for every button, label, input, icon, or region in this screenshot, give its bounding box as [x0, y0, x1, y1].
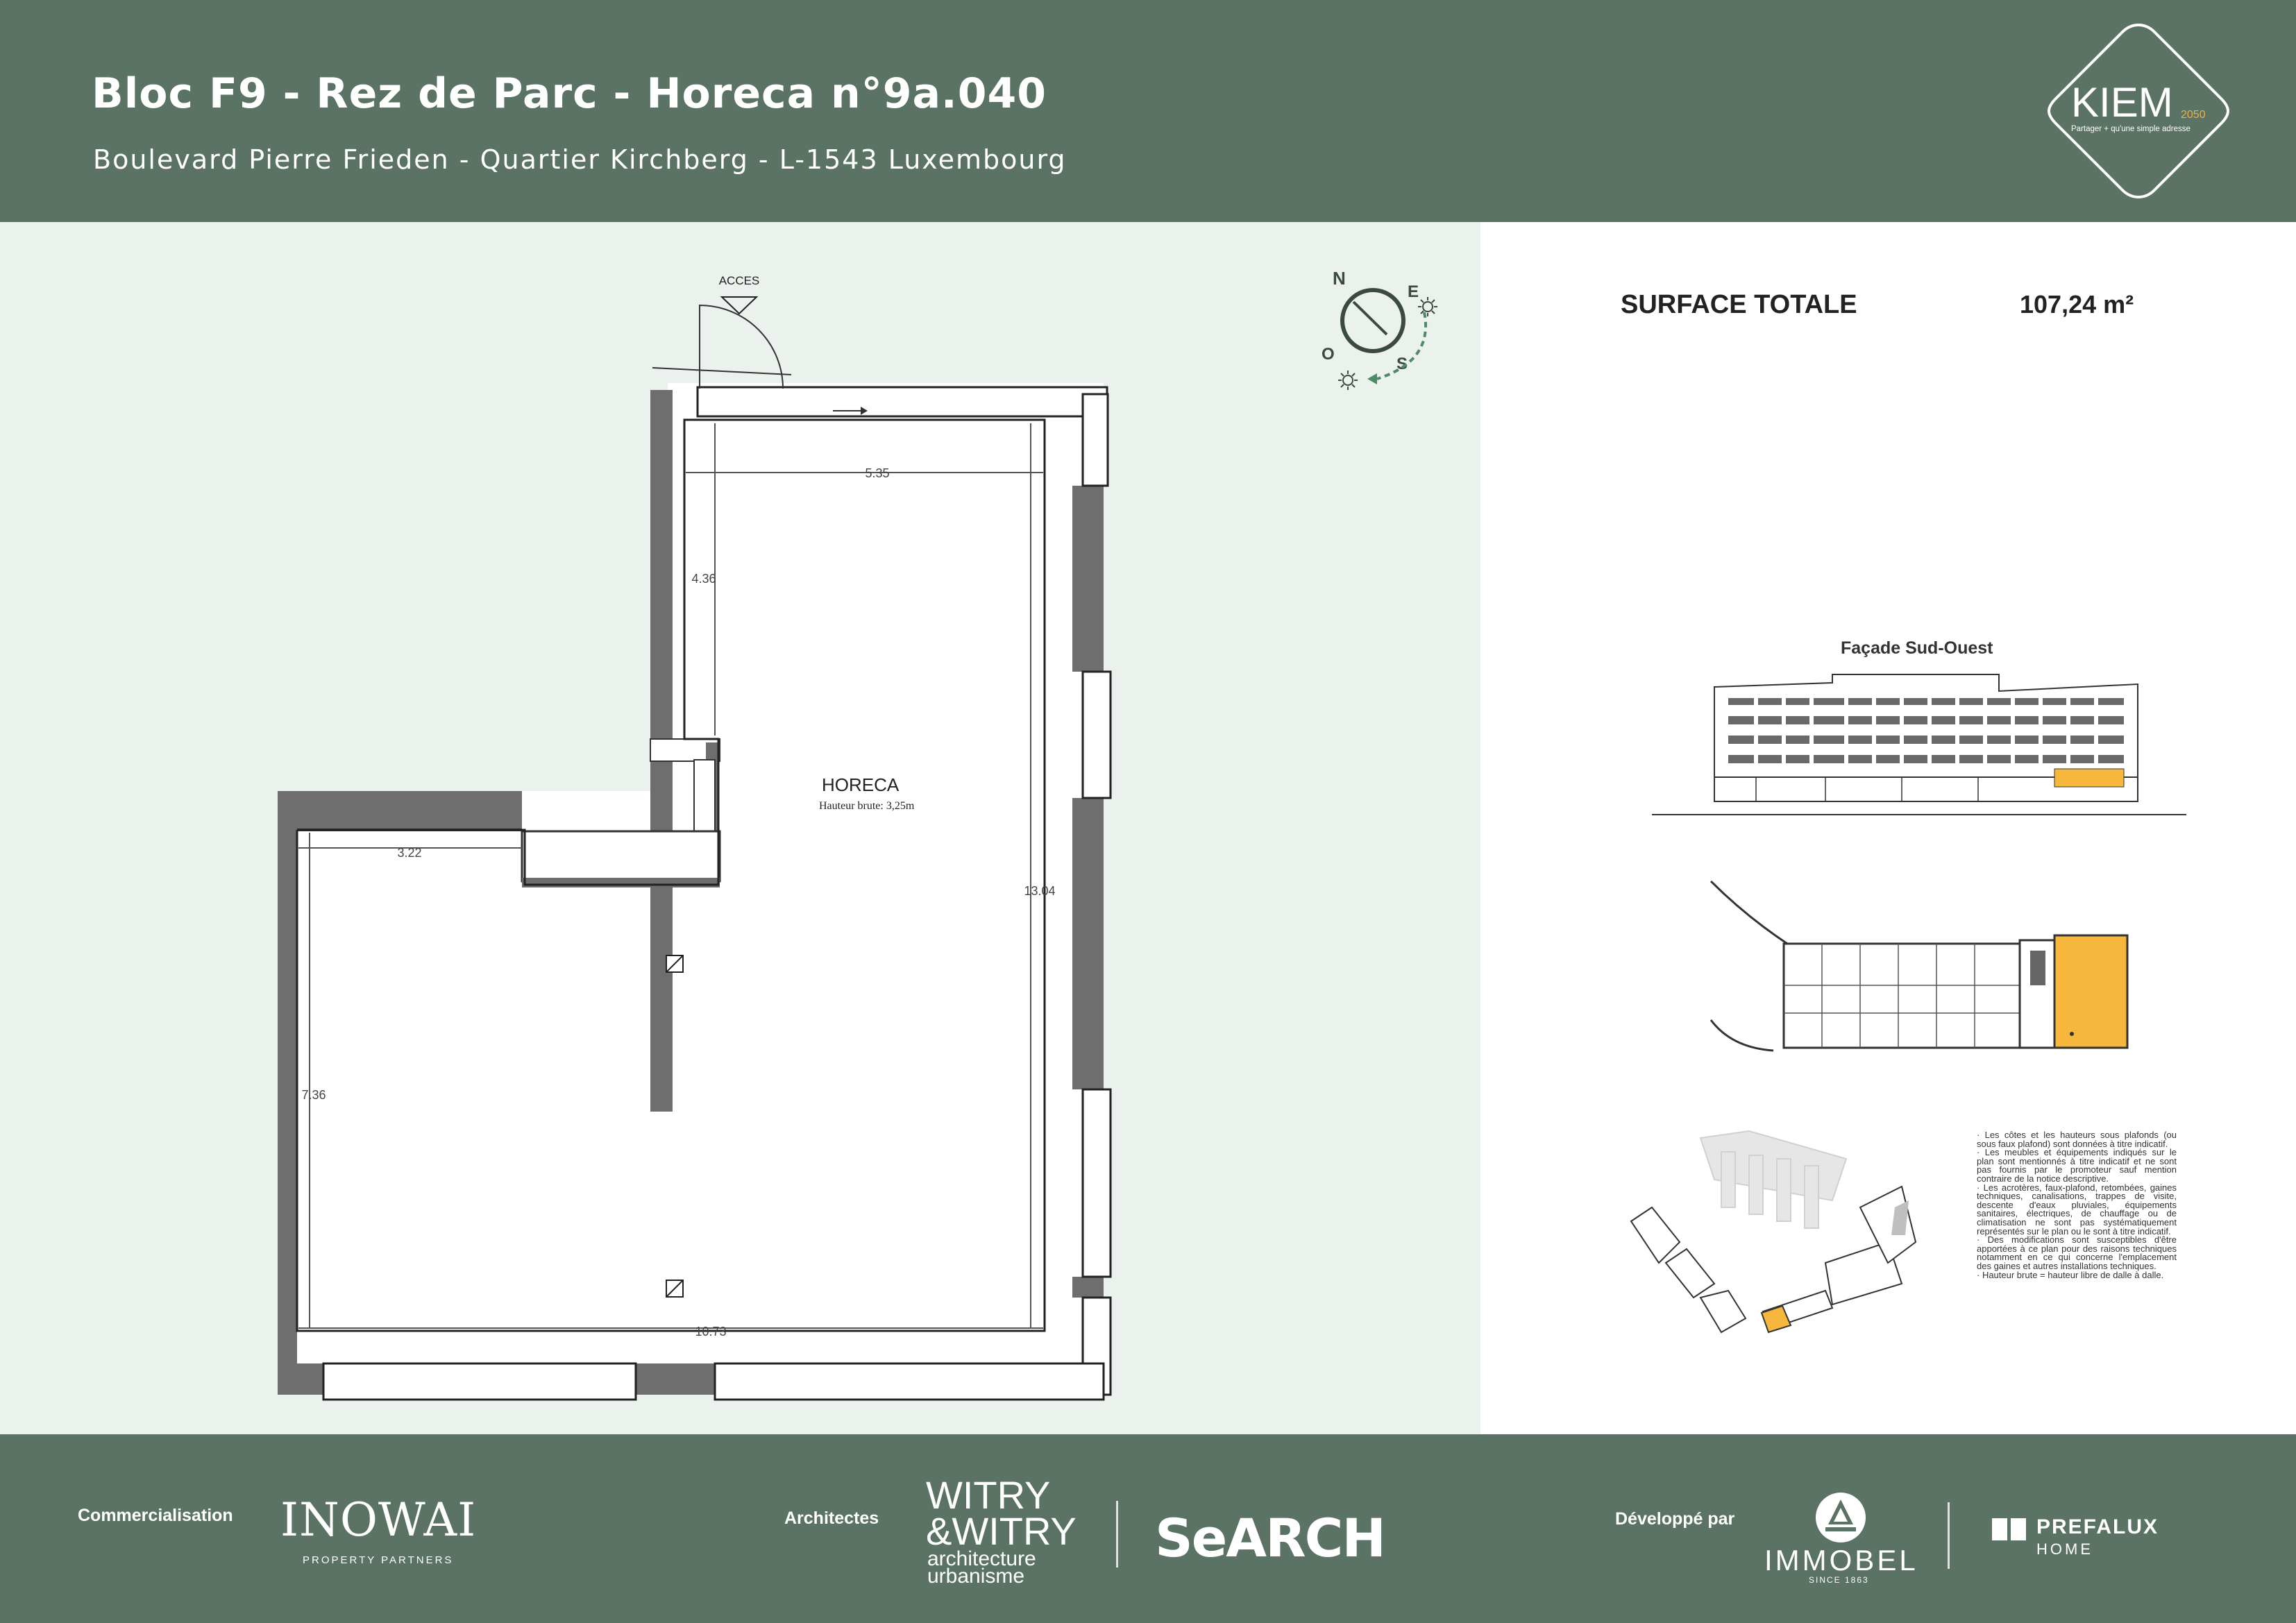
- witry-logo-line4: urbanisme: [927, 1565, 1025, 1588]
- wall-left-top: [278, 791, 522, 830]
- witry-logo-line3: architecture: [927, 1547, 1036, 1570]
- note-item: · Les meubles et équipements indiqués sur le plan sont mentionnés à titre indicatif et ne sont pas fournis par le promoteur sauf mention contraire de la notice descriptive.: [1977, 1147, 2177, 1184]
- facade-highlight: [2054, 769, 2124, 787]
- dim-right-height: 13.04: [1024, 884, 1056, 898]
- immobel-logo: IMMOBEL: [1764, 1544, 1918, 1577]
- footer-divider: [1116, 1501, 1118, 1567]
- compass-west: O: [1322, 345, 1335, 364]
- developpe-label: Développé par: [1615, 1509, 1735, 1529]
- witry-logo-line2: &WITRY: [926, 1509, 1077, 1553]
- dim-bottom-width: 10.73: [695, 1325, 727, 1339]
- floor-plan: [0, 222, 1480, 1434]
- note-item: · Des modifications sont susceptibles d'être apportées à ce plan pour des raisons techniques notamment en ce qui concerne l'emplacement des gaines et autres installations techniques.: [1977, 1234, 2177, 1271]
- dim-left-wing-width: 3.22: [397, 846, 422, 860]
- architectes-label: Architectes: [784, 1509, 879, 1528]
- kiem-logo-text: KIEM: [2071, 79, 2173, 126]
- search-logo: SeARCH: [1155, 1507, 1385, 1569]
- room-floor: [278, 383, 1104, 1395]
- address-line: Boulevard Pierre Frieden - Quartier Kirchberg - L-1543 Luxembourg: [93, 144, 1067, 175]
- window-top: [698, 387, 1107, 416]
- immobel-logo-subtitle: SINCE 1863: [1809, 1575, 1869, 1585]
- window-right-upper: [1083, 672, 1111, 798]
- sun-icon: [1418, 297, 1437, 316]
- sun-icon: [1338, 371, 1358, 390]
- compass-east: E: [1408, 282, 1419, 301]
- kiem-logo: [2045, 21, 2232, 201]
- note-item: · Les acrotères, faux-plafond, retombées, gaines techniques, canalisations, trappes de visite, descente d'eaux pluviales, équipements sanitaires, électriques, de chauffage ou de climatisation ne sont pas systématiquement représentés sur le plan ou le sont à titre indicatif.: [1977, 1182, 2177, 1237]
- surface-total-value: 107,24 m²: [2020, 290, 2134, 318]
- entrance-arrow-icon: [722, 297, 757, 314]
- window-bottom-left: [323, 1363, 636, 1400]
- compass-needle-icon: [1353, 302, 1387, 334]
- room-name: HORECA: [822, 774, 900, 795]
- inowai-logo: INOWAI: [280, 1493, 477, 1547]
- page-title: Bloc F9 - Rez de Parc - Horeca n°9a.040: [92, 69, 1047, 118]
- dim-upper-left-height: 4.36: [691, 572, 716, 586]
- compass-south: S: [1396, 355, 1408, 373]
- room-height: Hauteur brute: 3,25m: [819, 800, 915, 812]
- prefalux-icon: [1992, 1517, 2027, 1542]
- note-item: · Les côtes et les hauteurs sous plafonds (ou sous faux plafond) sont données à titre indicatif.: [1977, 1130, 2177, 1149]
- facade-label: Façade Sud-Ouest: [1841, 638, 1993, 658]
- window-right-lower: [1083, 1089, 1111, 1277]
- prefalux-logo-subtitle: HOME: [2036, 1540, 2093, 1558]
- wall-notch-bottom: [522, 878, 720, 887]
- footer-divider: [1948, 1502, 1950, 1569]
- witry-logo-line1: WITRY: [926, 1473, 1051, 1517]
- window-top-right: [1083, 394, 1108, 486]
- facade-elevation: [1652, 666, 2186, 819]
- wall-right-2: [1072, 798, 1104, 1089]
- dim-top-width: 5.35: [865, 466, 890, 480]
- entrance-door: [700, 305, 783, 389]
- wall-notch: [522, 831, 720, 881]
- kiem-logo-year: 2050: [2181, 109, 2206, 121]
- compass-north: N: [1333, 268, 1346, 289]
- inowai-logo-subtitle: PROPERTY PARTNERS: [303, 1554, 454, 1566]
- immobel-icon: [1813, 1490, 1868, 1545]
- surface-total-label: SURFACE TOTALE: [1621, 290, 1857, 319]
- wall-right-3: [1072, 1277, 1104, 1298]
- unit-highlight: [2054, 935, 2127, 1048]
- prefalux-logo: PREFALUX: [2036, 1515, 2159, 1538]
- wall-left: [278, 791, 297, 1395]
- entrance-label: ACCES: [718, 274, 760, 287]
- compass-rose: [1305, 257, 1444, 402]
- window-bottom-right: [715, 1363, 1104, 1400]
- commercialisation-label: Commercialisation: [78, 1506, 233, 1525]
- disclaimer-notes: [1977, 1131, 2177, 1280]
- dim-left-height: 7.36: [301, 1088, 326, 1102]
- kiem-logo-tagline: Partager + qu'une simple adresse: [2071, 125, 2191, 133]
- site-key-plan: [1624, 1124, 1930, 1346]
- wall-right-1: [1072, 486, 1104, 672]
- note-item: · Hauteur brute = hauteur libre de dalle à dalle.: [1977, 1269, 2164, 1280]
- ground-floor-key-plan: [1704, 874, 2134, 1055]
